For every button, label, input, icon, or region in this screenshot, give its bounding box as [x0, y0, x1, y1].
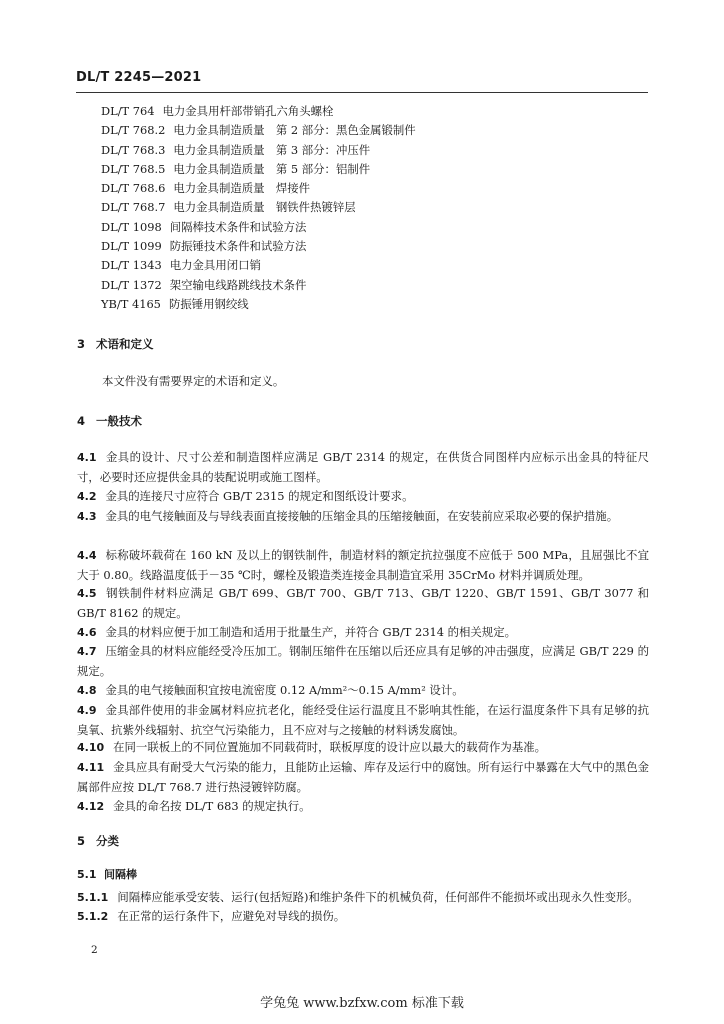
clause-4-12	[77, 797, 649, 817]
subsection-title: 间隔棒	[104, 868, 137, 881]
subsection-number: 5.1	[77, 868, 97, 881]
reference-title: 架空输电线路跳线技术条件	[169, 277, 307, 292]
section-title: 分类	[96, 834, 119, 848]
clause-text: 在正常的运行条件下，应避免对导线的损伤。	[117, 909, 346, 923]
reference-title: 防振锤技术条件和试验方法	[169, 239, 307, 254]
section-3-heading	[77, 336, 154, 352]
clause-4-3	[77, 507, 649, 527]
clause-text: 在同一联板上的不同位置施加不同载荷时，联板厚度的设计应以最大的载荷作为基准。	[113, 740, 546, 754]
reference-item	[101, 141, 661, 160]
footer-watermark: 学兔兔 www.bzfxw.com 标准下载	[260, 996, 464, 1011]
reference-title: 间隔棒技术条件和试验方法	[169, 219, 307, 234]
reference-code: DL/T 1099	[101, 239, 162, 254]
reference-item	[101, 256, 661, 275]
reference-title: 电力金具用杆部带销孔六角头螺栓	[162, 104, 334, 118]
reference-item	[101, 237, 661, 256]
section-title: 术语和定义	[96, 337, 154, 351]
clause-4-11	[77, 758, 649, 796]
clause-number: 5.1.2	[77, 910, 109, 923]
reference-title: 电力金具制造质量 焊接件	[173, 181, 311, 196]
clause-text: 金具的设计、尺寸公差和制造图样应满足 GB/T 2314 的规定，在供货合同图样内应标示出金具的特征尺寸，必要时还应提供金具的装配说明或施工图样。	[77, 450, 649, 484]
clause-number: 4.3	[77, 510, 97, 523]
section-number: 3	[77, 337, 86, 351]
clause-number: 4.6	[77, 626, 97, 639]
section-5-heading	[77, 833, 119, 849]
section-4-heading	[77, 413, 142, 429]
clause-number: 4.4	[77, 549, 97, 562]
clause-4-5	[77, 584, 649, 622]
clause-5-1-1	[77, 888, 649, 908]
clause-number: 4.8	[77, 684, 97, 697]
reference-code: DL/T 768.7	[101, 200, 166, 215]
clause-text: 金具的电气接触面及与导线表面直接接触的压缩金具的压缩接触面，在安装前应采取必要的保护措施。	[105, 509, 619, 523]
section-3-body: 本文件没有需要界定的术语和定义。	[102, 374, 285, 388]
clause-number: 4.12	[77, 800, 105, 813]
section-number: 5	[77, 834, 86, 848]
reference-title: 电力金具制造质量 第 2 部分：黑色金属锻制件	[173, 123, 416, 138]
reference-title: 防振锤用钢绞线	[168, 296, 249, 311]
clause-number: 4.7	[77, 645, 97, 658]
clause-5-1-2	[77, 907, 649, 927]
reference-item	[101, 179, 661, 198]
clause-4-4	[77, 546, 649, 584]
clause-number: 4.9	[77, 704, 97, 717]
normative-reference-list	[101, 102, 661, 314]
reference-title: 电力金具制造质量 钢铁件热镀锌层	[173, 200, 356, 215]
clause-text: 金具的连接尺寸应符合 GB/T 2315 的规定和图纸设计要求。	[105, 489, 414, 503]
clause-number: 4.10	[77, 741, 105, 754]
clause-number: 4.1	[77, 451, 97, 464]
reference-code: DL/T 768.5	[101, 161, 166, 176]
clause-text: 间隔棒应能承受安装、运行(包括短路)和维护条件下的机械负荷，任何部件不能损坏或出现永久性变形。	[117, 890, 639, 904]
reference-code: YB/T 4165	[101, 296, 161, 311]
clause-4-1	[77, 448, 649, 486]
reference-item	[101, 121, 661, 140]
reference-item	[101, 160, 661, 179]
clause-text: 金具应具有耐受大气污染的能力，且能防止运输、库存及运行中的腐蚀。所有运行中暴露在大气中的黑色金属部件应按 DL/T 768.7 进行热浸镀锌防腐。	[77, 760, 649, 794]
page-number: 2	[91, 944, 98, 956]
reference-title: 电力金具用闭口销	[169, 258, 261, 273]
reference-title: 电力金具制造质量 第 3 部分：冲压件	[173, 142, 371, 157]
clause-text: 金具的材料应便于加工制造和适用于批量生产，并符合 GB/T 2314 的相关规定。	[105, 625, 516, 639]
clause-number: 5.1.1	[77, 891, 109, 904]
reference-item	[101, 218, 661, 237]
clause-4-2	[77, 487, 649, 507]
clause-text: 压缩金具的材料应能经受冷压加工。钢制压缩件在压缩以后还应具有足够的冲击强度，应满足 GB/T 229 的规定。	[77, 644, 649, 678]
reference-code: DL/T 1098	[101, 219, 162, 234]
clause-number: 4.5	[77, 587, 97, 600]
clause-number: 4.11	[77, 761, 105, 774]
reference-code: DL/T 764	[101, 104, 155, 118]
section-number: 4	[77, 414, 86, 428]
reference-item	[101, 295, 661, 314]
reference-code: DL/T 768.2	[101, 123, 166, 138]
section-title: 一般技术	[96, 414, 142, 428]
clause-text: 金具部件使用的非金属材料应抗老化，能经受住运行温度且不影响其性能，在运行温度条件下具有足够的抗臭氧、抗紫外线辐射、抗空气污染能力，且不应对与之接触的材料诱发腐蚀。	[77, 703, 649, 737]
reference-code: DL/T 768.3	[101, 142, 166, 157]
reference-code: DL/T 768.6	[101, 181, 166, 196]
clause-text: 钢铁制件材料应满足 GB/T 699、GB/T 700、GB/T 713、GB/T 1220、GB/T 1591、GB/T 3077 和 GB/T 8162 的规定。	[77, 586, 649, 620]
clause-4-9	[77, 701, 649, 739]
clause-4-8	[77, 681, 649, 701]
reference-code: DL/T 1343	[101, 258, 162, 273]
clause-4-6	[77, 623, 649, 643]
clause-4-10	[77, 738, 649, 758]
clause-4-7	[77, 642, 649, 680]
clause-text: 标称破坏载荷在 160 kN 及以上的钢铁制件，制造材料的额定抗拉强度不应低于 500 MPa，且屈强比不宜大于 0.80。线路温度低于－35 ℃时，螺栓及锻造类连接金具制造宜采用 35CrMo 材料并调质处理。	[77, 548, 649, 582]
reference-title: 电力金具制造质量 第 5 部分：铝制件	[173, 161, 371, 176]
reference-item	[101, 102, 661, 121]
reference-item	[101, 198, 661, 217]
clause-number: 4.2	[77, 490, 97, 503]
header-divider	[76, 92, 648, 93]
reference-code: DL/T 1372	[101, 277, 162, 292]
clause-text: 金具的命名按 DL/T 683 的规定执行。	[113, 799, 311, 813]
subsection-5-1-heading	[77, 866, 137, 882]
reference-item	[101, 276, 661, 295]
document-code: DL/T 2245—2021	[76, 70, 202, 85]
clause-text: 金具的电气接触面积宜按电流密度 0.12 A/mm²～0.15 A/mm² 设计。	[105, 683, 464, 697]
